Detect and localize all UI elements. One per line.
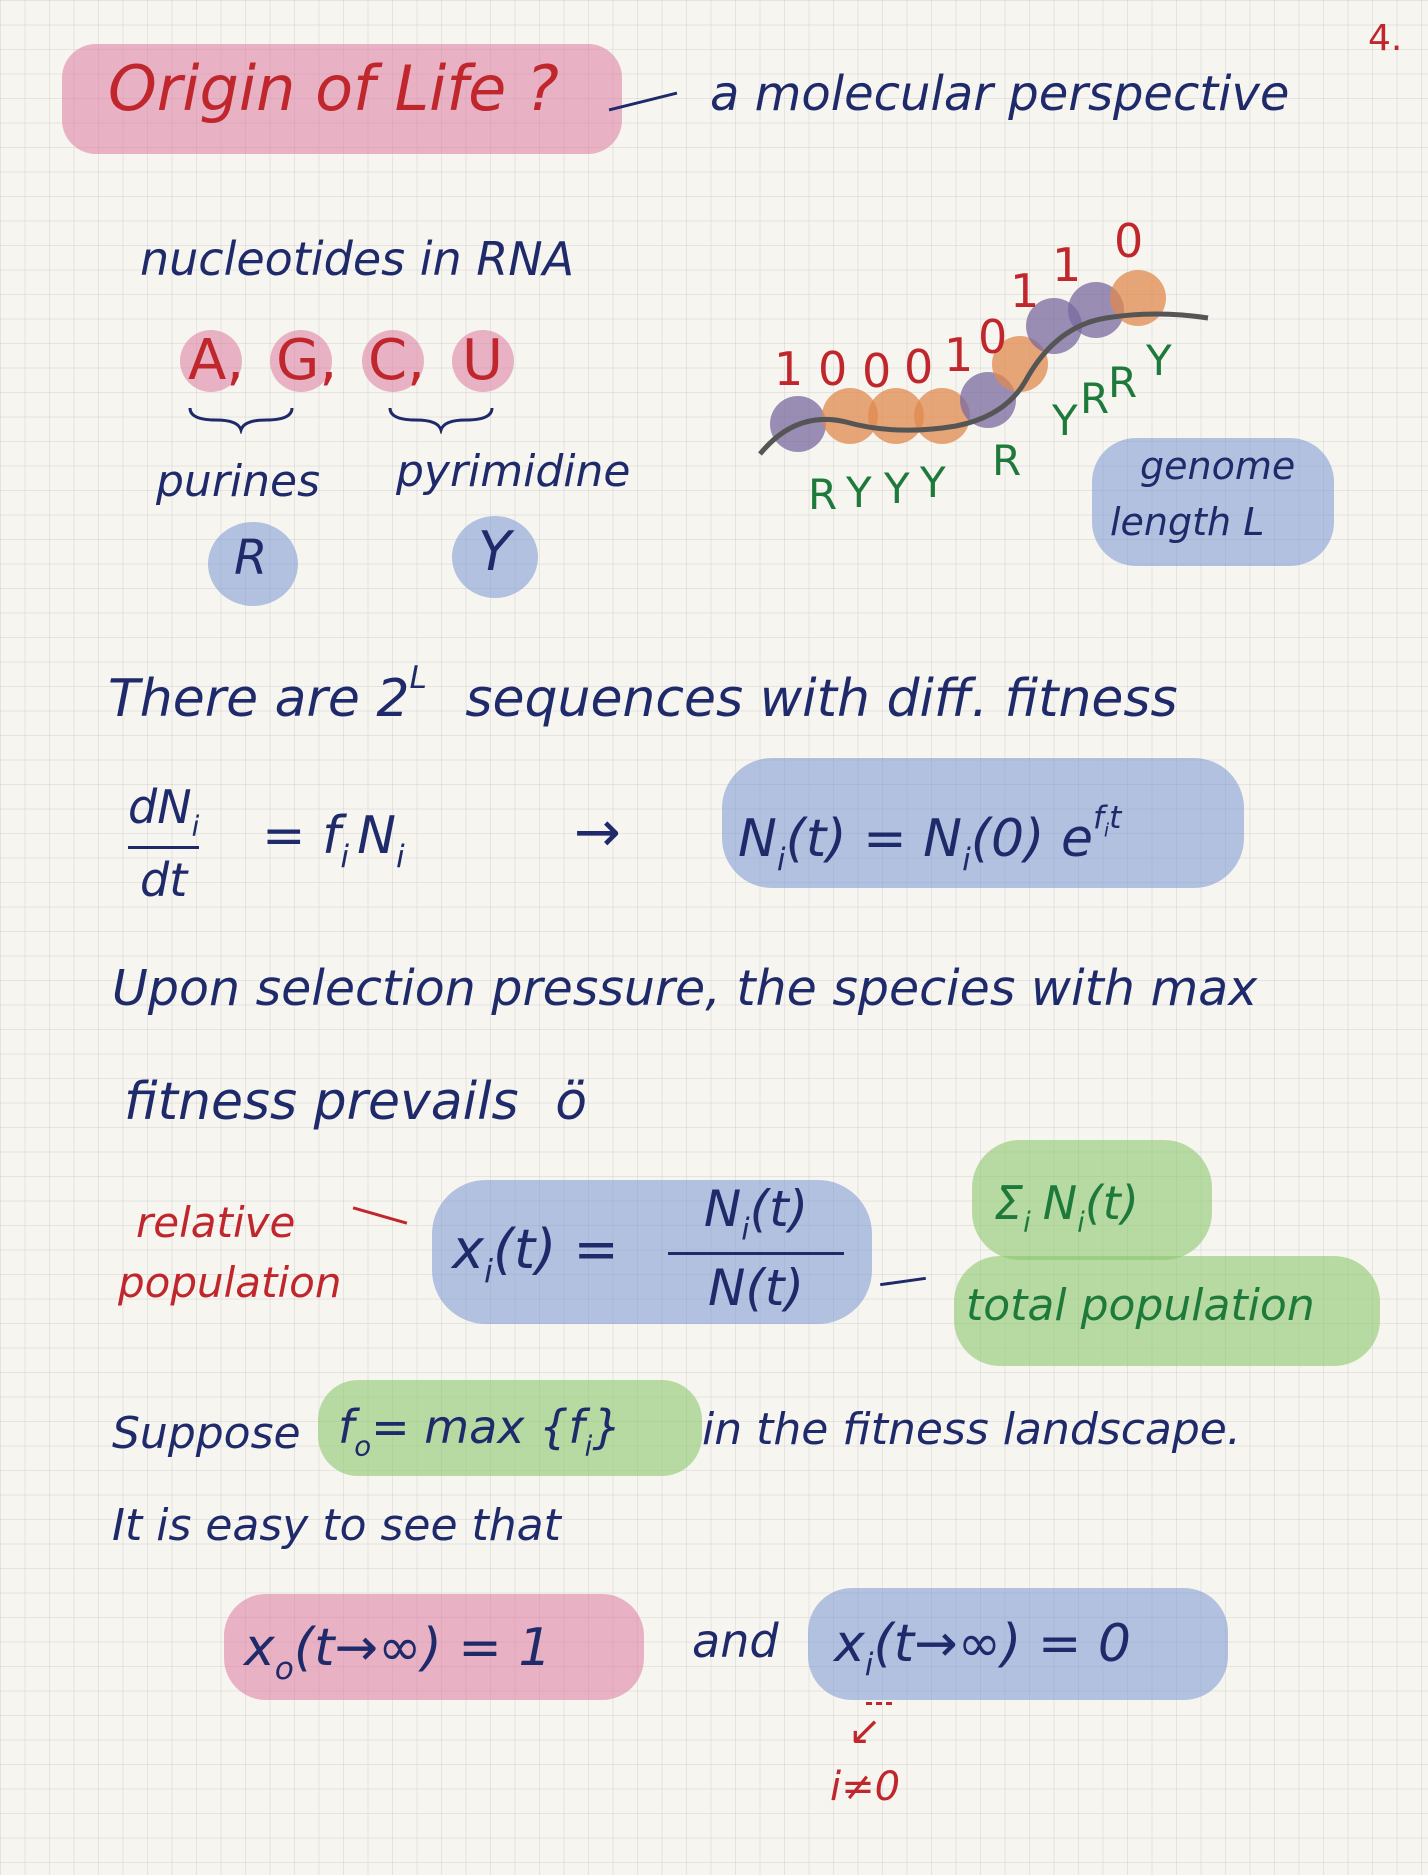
bit-3: 0 (862, 344, 892, 398)
selection-line1: Upon selection pressure, the species with max (112, 960, 1258, 1017)
ode-rhs-n-sub: i (395, 839, 405, 876)
solution-n: N (738, 809, 777, 870)
page-title: Origin of Life ? (108, 52, 559, 125)
relative-label-line1: relative (136, 1198, 296, 1247)
genome-label-line2: length L (1110, 500, 1265, 544)
genome-base-6: Y (1052, 396, 1078, 445)
xi-limit-x: x (834, 1614, 865, 1674)
sequences-statement (108, 660, 1178, 729)
total-dash (880, 1277, 926, 1286)
purine-symbol: R (234, 530, 268, 586)
f0-close: } (592, 1400, 622, 1454)
x0-limit (244, 1618, 551, 1687)
xi-fraction (668, 1180, 844, 1317)
bit-1: 1 (774, 342, 804, 396)
base-g: G, (276, 328, 338, 393)
sequences-exp: L (409, 660, 427, 696)
solution-exp-sub: i (1103, 820, 1110, 842)
bit-2: 0 (818, 342, 848, 396)
solution-exp-f: f (1092, 800, 1104, 836)
relative-label-line2: population (118, 1258, 342, 1307)
ode-rhs-f: = f (262, 806, 341, 866)
limits-and: and (692, 1614, 779, 1668)
total-label: total population (966, 1280, 1315, 1331)
limits-note: i≠0 (830, 1764, 901, 1810)
xi-limit (834, 1614, 1131, 1683)
sum-term: N (1042, 1176, 1078, 1230)
ode-lhs (128, 780, 199, 907)
ode-solution (738, 800, 1121, 878)
frac-num-after: (t) (749, 1180, 809, 1238)
base-c: C, (368, 328, 425, 393)
solution-exponent (1092, 800, 1122, 842)
genome-base-7: R (1080, 374, 1110, 423)
base-a: A, (188, 328, 245, 393)
smiley-icon: ö (555, 1072, 588, 1132)
bit-4: 0 (904, 340, 934, 394)
genome-base-5: R (992, 436, 1022, 485)
frac-den: N(t) (707, 1258, 805, 1317)
sequences-pre: There are 2 (108, 669, 410, 730)
note-arrow-icon: ↙ (848, 1708, 882, 1754)
f0-fi-sub: i (584, 1429, 593, 1463)
sum-expression (994, 1176, 1139, 1238)
sum-symbol: Σ (994, 1176, 1024, 1230)
x0-x: x (244, 1618, 275, 1678)
genome-base-9: Y (1146, 336, 1172, 385)
ode-dt: dt (140, 853, 188, 908)
xi-x: x (452, 1218, 484, 1281)
xi-sub: i (483, 1252, 493, 1291)
page-subtitle: a molecular perspective (710, 66, 1290, 122)
base-u: U (462, 328, 503, 393)
genome-label-line1: genome (1140, 444, 1296, 488)
sequences-post: sequences with diff. fitness (465, 669, 1178, 730)
solution-n0-sub: i (962, 842, 971, 879)
ode-rhs-f-sub: i (340, 839, 350, 876)
xi-limit-sub: i (864, 1647, 874, 1684)
xi-limit-after: (t→∞) = 0 (873, 1614, 1132, 1674)
f0-sub: o (354, 1429, 372, 1463)
genome-base-3: Y (884, 464, 910, 513)
ode-rhs-n: N (357, 806, 396, 866)
pyrimidine-symbol: Y (478, 520, 511, 583)
purines-label: purines (156, 456, 321, 507)
genome-base-4: Y (920, 458, 946, 507)
nucleotides-heading: nucleotides in RNA (140, 232, 575, 286)
genome-base-1: R (808, 470, 838, 519)
f0-expression (338, 1400, 622, 1462)
solution-exp-t: t (1109, 800, 1122, 836)
solution-n-sub: i (776, 842, 786, 879)
bit-9: 0 (1114, 214, 1144, 268)
suppose-pre: Suppose (112, 1408, 301, 1459)
ode-dn-sub: i (191, 809, 200, 843)
solution-mid: (t) = N (785, 809, 963, 870)
xi-limit-underline (866, 1702, 892, 1705)
f0-after: = max {f (371, 1400, 585, 1454)
page-number: 4. (1368, 18, 1403, 59)
relative-label-dash (353, 1206, 408, 1224)
xi-after: (t) = (492, 1218, 619, 1281)
frac-num-sub: i (741, 1212, 750, 1248)
xi-expression (452, 1218, 619, 1291)
ode-arrow: → (574, 800, 621, 865)
pyrimidine-label: pyrimidine (396, 446, 631, 497)
bit-5: 1 (944, 328, 974, 382)
ode-rhs (262, 806, 405, 875)
f0-f: f (338, 1400, 355, 1454)
sum-term-after: (t) (1084, 1176, 1139, 1230)
x0-after: (t→∞) = 1 (293, 1618, 552, 1678)
pyrimidine-brace (386, 404, 496, 434)
purines-brace (186, 404, 296, 434)
bit-8: 1 (1052, 238, 1082, 292)
frac-num-n: N (703, 1180, 742, 1238)
bit-7: 1 (1010, 264, 1040, 318)
selection-line2 (124, 1072, 587, 1132)
genome-base-2: Y (846, 468, 872, 517)
suppose-line2: It is easy to see that (112, 1500, 561, 1551)
sum-sub: i (1023, 1205, 1031, 1239)
selection-line2-text: fitness prevails (124, 1072, 519, 1132)
suppose-post: in the fitness landscape. (702, 1404, 1241, 1455)
bit-6: 0 (978, 310, 1008, 364)
genome-base-8: R (1108, 358, 1138, 407)
ode-dn: dN (128, 780, 192, 834)
solution-exp-base: (0) e (970, 809, 1093, 870)
sum-term-sub: i (1077, 1205, 1085, 1239)
x0-sub: o (274, 1651, 294, 1688)
